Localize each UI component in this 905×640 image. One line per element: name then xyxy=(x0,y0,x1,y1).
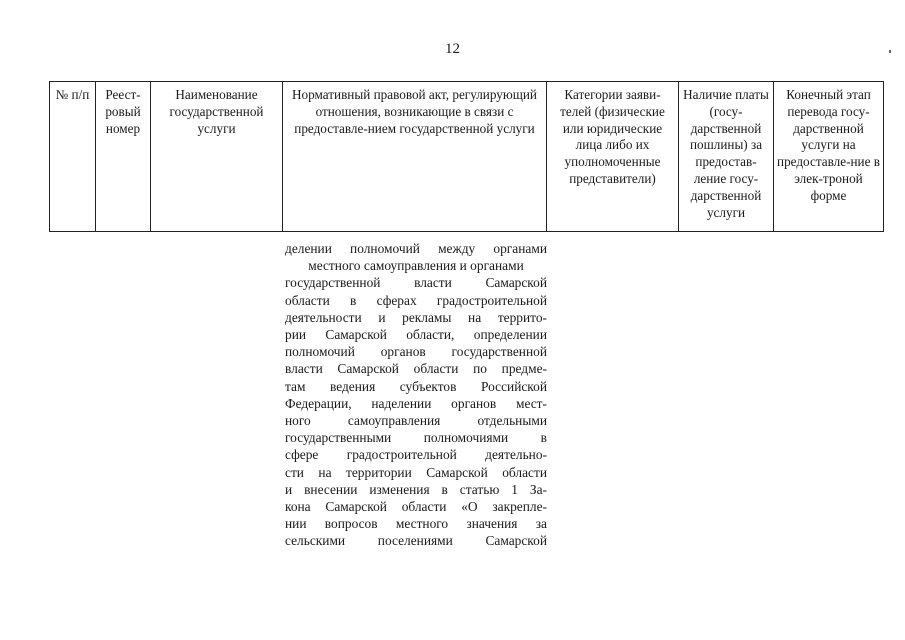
text-line: власти Самарской области по предме- xyxy=(285,361,547,377)
text-line: кона Самарской области «О закрепле- xyxy=(285,499,547,515)
page-number: 12 xyxy=(445,41,460,57)
text-line: Федерации, наделении органов мест- xyxy=(285,395,547,411)
text-line: рии Самарской области, определении xyxy=(285,327,547,343)
text-line: государственной власти Самарской xyxy=(285,275,547,291)
text-line: нии вопросов местного значения за xyxy=(285,516,547,532)
text-line: там ведения субъектов Российской xyxy=(285,378,547,394)
col-header-registry-number: Реест-ровый номер xyxy=(96,82,151,232)
col-header-fee: Наличие платы (госу-дарственной пошлины) за предостав-ление госу-дарственной услуги xyxy=(679,82,774,232)
legal-act-text xyxy=(285,240,547,550)
text-line: ного самоуправления отдельными xyxy=(285,413,547,429)
scan-mark xyxy=(889,50,891,53)
text-line: государственными полномочиями в xyxy=(285,430,547,446)
col-header-legal-act: Нормативный правовой акт, регулирующий отношения, возникающие в связи с предоставле-нием государственной услуги xyxy=(283,82,547,232)
col-header-service-name: Наименование государственной услуги xyxy=(151,82,283,232)
col-header-applicant-categories: Категории заяви-телей (физические или юридические лица либо их уполномоченные представители) xyxy=(547,82,679,232)
services-table xyxy=(49,81,884,232)
text-line: полномочий органов государственной xyxy=(285,344,547,360)
text-line: сельскими поселениями Самарской xyxy=(285,533,547,549)
table-header-row xyxy=(50,82,884,232)
col-header-final-stage: Конечный этап перевода госу-дарственной услуги на предоставле-ние в элек-троной форме xyxy=(774,82,884,232)
col-header-number: № п/п xyxy=(50,82,96,232)
text-line: и внесении изменения в статью 1 За- xyxy=(285,481,547,497)
text-line: делении полномочий между органами xyxy=(285,241,547,256)
text-line: сти на территории Самарской области xyxy=(285,464,547,480)
text-line: местного самоуправления и органами xyxy=(308,258,524,274)
text-line: области в сферах градостроительной xyxy=(285,292,547,308)
text-line: деятельности и рекламы на террито- xyxy=(285,309,547,325)
text-line: сфере градостроительной деятельно- xyxy=(285,447,547,463)
